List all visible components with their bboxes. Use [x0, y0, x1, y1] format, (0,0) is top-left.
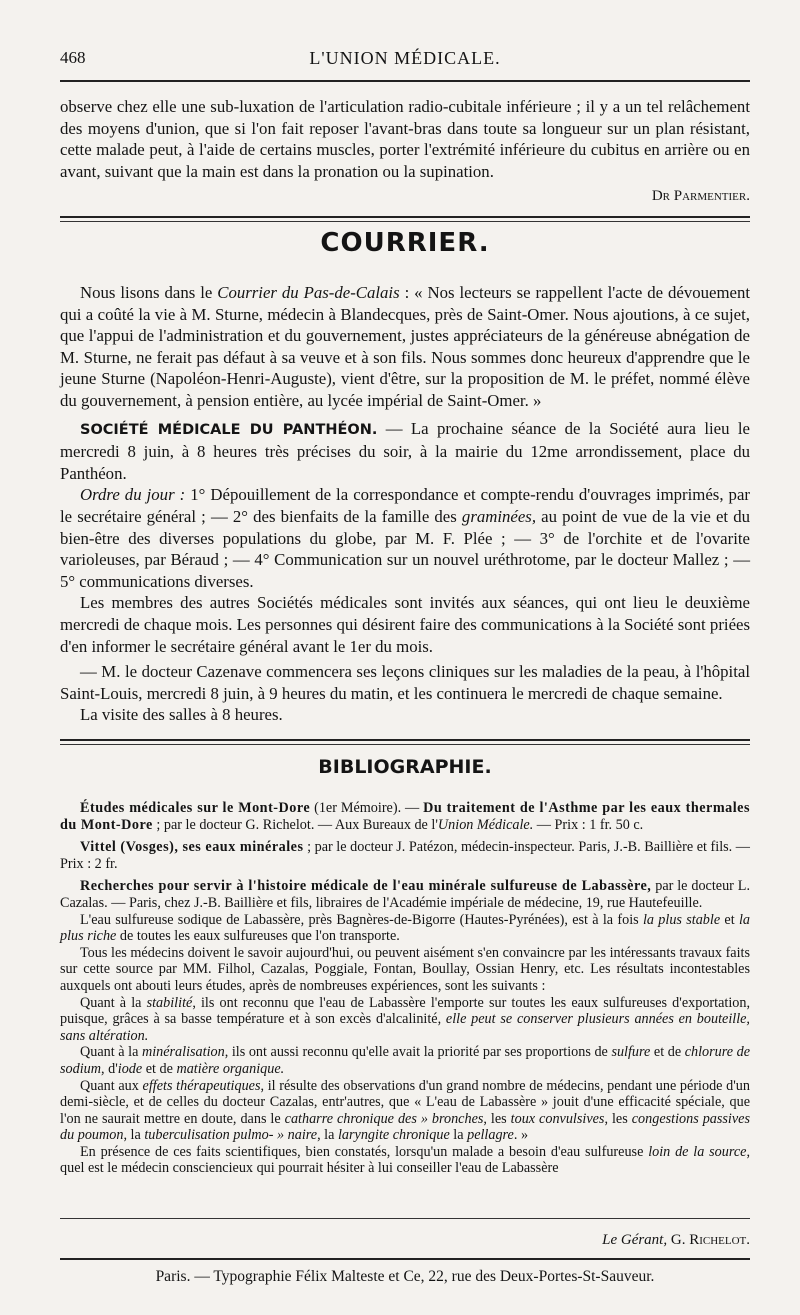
text-run: au point de vue de la vie et du bien-être des diverses populations du globe, par M. F. Plée ; — 3° de l'orchite et de l'ovarite varioleuses, par Béraud ; — 4° Communication sur un nouvel uréthrotome, par le docteur Mallez ; — 5° communications diverses. [60, 506, 750, 591]
imprint-footer: Paris. — Typographie Félix Malteste et Ce, 22, rue des Deux-Portes-St-Sauveur. [155, 1268, 655, 1285]
italic-run: laryngite chronique [337, 1127, 450, 1144]
text-run: En présence de ces faits scientifiques, bien constatés, lorsqu'un malade a besoin d'eau sulfureuse [80, 1143, 649, 1160]
source-title: Courrier du Pas-de-Calais [217, 283, 400, 302]
entry-title: Études médicales sur le Mont-Dore [80, 800, 311, 816]
text-run: , d' [101, 1060, 118, 1077]
text-run: par le docteur L. Cazalas. — Paris, chez J.-B. Baillière et fils, libraires de l'Académie impériale de médecine, 19, rue Hautefeuille. [60, 878, 750, 911]
italic-run: effets thérapeutiques [142, 1077, 261, 1094]
text-run: , la [317, 1127, 338, 1144]
text-run: . » [513, 1127, 529, 1144]
italic-run: stabilité [146, 994, 193, 1011]
labassere-paragraph-3 [60, 995, 750, 1045]
text-run: , ils ont aussi reconnu qu'elle avait la priorité par ses proportions de [224, 1044, 612, 1061]
biblio-entry-3 [60, 878, 750, 911]
labassere-paragraph-1 [60, 912, 750, 945]
text-run: — La prochaine séance de la Société aura lieu le mercredi 8 juin, à 8 heures très précises du soir, à la mairie du 12me arrondissement, place du Panthéon. [60, 418, 750, 483]
italic-run: sulfure [611, 1044, 651, 1061]
footer-rule [60, 1258, 750, 1260]
text-run: ; par le docteur J. Patézon, médecin-inspecteur. Paris, J.-B. Baillière et fils. — Prix : 2 fr. [60, 839, 750, 872]
page-header [60, 48, 750, 78]
labassere-paragraph-6 [60, 1144, 750, 1177]
signature-rule [60, 1218, 750, 1219]
biblio-entry-2 [60, 839, 750, 872]
section-rule-thin [60, 744, 750, 745]
section-rule-thin [60, 221, 750, 222]
italic-run: minéralisation [141, 1044, 225, 1061]
italic-run: pellagre [467, 1127, 514, 1144]
intro-text: observe chez elle une sub-luxation de l'articulation radio-cubitale inférieure ; il y a un tel relâchement des moyens d'union, que si l'on fait reposer l'avant-bras dans toute sa longueur sur un plan résistant, cette malade peut, à l'aide de certains muscles, porter l'extrémité inférieure du cubitus en arrière ou en avant, suivant que la main est dans la pronation ou la supination. [60, 97, 750, 181]
italic-run: iode [117, 1060, 143, 1077]
italic-run: la plus riche [60, 911, 750, 945]
ordre-paragraph [60, 484, 750, 592]
journal-name: Union Médicale. [437, 816, 534, 833]
entry-title: Du traitement de l'Asthme par les eaux thermales du Mont-Dore [60, 800, 751, 833]
bibliographie-title: BIBLIOGRAPHIE. [318, 756, 492, 778]
biblio-entry-1 [60, 800, 750, 833]
courrier-paragraph-1 [60, 282, 750, 412]
text-run: — Prix : 1 fr. 50 c. [533, 816, 644, 833]
section-rule [60, 739, 750, 741]
text-run: , il résulte des observations d'un grand nombre de médecins, pendant une période d'un demi-siècle, et de celles du docteur Cazalas, entr'autres, que « L'eau de Labassère » jouit d'une efficacité spéciale, que l'on ne saurait mettre en doute, dans le [60, 1077, 750, 1127]
courrier-title: COURRIER. [320, 228, 490, 258]
signature-label: Le Gérant, [602, 1232, 668, 1248]
gerant-signature [60, 1232, 750, 1249]
text-run: : « Nos lecteurs se rappellent l'acte de dévouement qui a coûté la vie à M. Sturne, médecin à Blandecques, près de Saint-Omer. Nous ajoutions, à ce sujet, que l'appui de l'administration et du gouvernement, justes appréciateurs de la généreuse abnégation de M. Sturne, ne ferait pas défaut à sa veuve et à son fils. Nous sommes donc heureux d'apprendre que le jeune Sturne (Napoléon-Henri-Auguste), vient d'être, sur la proposition de M. le préfet, nommé élève du gouvernement, à pension entière, au lycée impérial de Saint-Omer. » [60, 283, 751, 410]
bibliographie-section [60, 800, 750, 1177]
italic-run: chlorure de sodium [60, 1044, 751, 1077]
italic-run: graminées, [461, 506, 537, 526]
intro-signature: Dr Parmentier. [651, 188, 750, 205]
text-run: de toutes les eaux sulfureuses que l'on transporte. [116, 928, 400, 945]
signature-name: G. Richelot. [670, 1232, 750, 1248]
italic-run: congestions passives du poumon [60, 1110, 750, 1144]
header-rule [60, 80, 750, 82]
italic-run: la plus stable [642, 911, 721, 928]
text-run: , la [123, 1127, 145, 1144]
text-run: , quel est le médecin consciencieux qui pourrait hésiter à lui conseiller l'eau de Labassère [60, 1143, 750, 1177]
labassere-paragraph-5 [60, 1078, 750, 1144]
text-run: et de [650, 1044, 685, 1061]
intro-paragraph [60, 96, 750, 208]
text-run: ; par le docteur G. Richelot. — Aux Bureaux de l' [152, 816, 438, 833]
ordre-label: Ordre du jour : [80, 485, 186, 505]
text-run: Quant aux [80, 1077, 143, 1094]
running-title: L'UNION MÉDICALE. [309, 48, 501, 68]
text-run: 1° Dépouillement de la correspondance et compte-rendu d'ouvrages imprimés, par le secrétaire général ; — 2° des bienfaits de la famille des [60, 485, 750, 526]
labassere-paragraph-4 [60, 1044, 750, 1077]
text-run: , les [604, 1110, 632, 1127]
membres-paragraph: Les membres des autres Sociétés médicales sont invités aux séances, qui ont lieu le deuxième mercredi de chaque mois. Les personnes qui désirent faire des communications à la Société sont priées d'en informer le secrétaire général avant le 1er du mois. [60, 593, 750, 656]
visite-paragraph: La visite des salles à 8 heures. [80, 705, 283, 725]
text-run: (1er Mémoire). — [310, 800, 424, 816]
text-run: , les [483, 1110, 511, 1127]
section-rule [60, 216, 750, 218]
text-run: Nous lisons dans le [80, 283, 218, 302]
text-run: Quant à la [80, 1044, 142, 1061]
text-run: , ils ont reconnu que l'eau de Labassère l'emporte sur toutes les eaux sulfureuses d'exportation, puisque, grâces à sa basse température et à son excès d'alcalinité, [60, 994, 750, 1028]
labassere-paragraph-2: Tous les médecins doivent le savoir aujourd'hui, ou peuvent aisément s'en convaincre par les intéressants travaux faits sur cette source par MM. Filhol, Cazalas, Poggiale, Fontan, Boullay, Ossian Henry, etc. Les résultats incontestables auxquels ont abouti leurs études, après de nombreuses expériences, sont les suivants : [60, 944, 750, 994]
text-run: et [720, 911, 739, 928]
entry-title: Recherches pour servir à l'histoire médicale de l'eau minérale sulfureuse de Labassère, [80, 878, 652, 895]
courrier-section [60, 282, 750, 726]
cazenave-paragraph: — M. le docteur Cazenave commencera ses leçons cliniques sur les maladies de la peau, à l'hôpital Saint-Louis, mercredi 8 juin, à 9 heures du matin, et les continuera le mercredi de chaque semaine. [60, 662, 750, 703]
societe-name: SOCIÉTÉ MÉDICALE DU PANTHÉON. [80, 421, 378, 438]
italic-run: tuberculisation pulmo- » naire [144, 1127, 318, 1144]
societe-paragraph [60, 418, 750, 485]
italic-run: catharre chronique des » bronches [284, 1110, 484, 1127]
italic-run: elle peut se conserver plusieurs années en bouteille, sans altération. [60, 1011, 750, 1044]
italic-run: toux convulsives [510, 1110, 605, 1127]
text-run: la [449, 1127, 468, 1144]
page-number: 468 [60, 48, 86, 67]
text-run: L'eau sulfureuse sodique de Labassère, près Bagnères-de-Bigorre (Hautes-Pyrénées), est à la fois [80, 911, 643, 928]
entry-title: Vittel (Vosges), ses eaux minérales [80, 839, 304, 856]
text-run: et de [142, 1060, 177, 1077]
italic-run: loin de la source [648, 1143, 747, 1160]
italic-run: matière organique. [176, 1060, 285, 1077]
text-run: Quant à la [80, 994, 147, 1011]
